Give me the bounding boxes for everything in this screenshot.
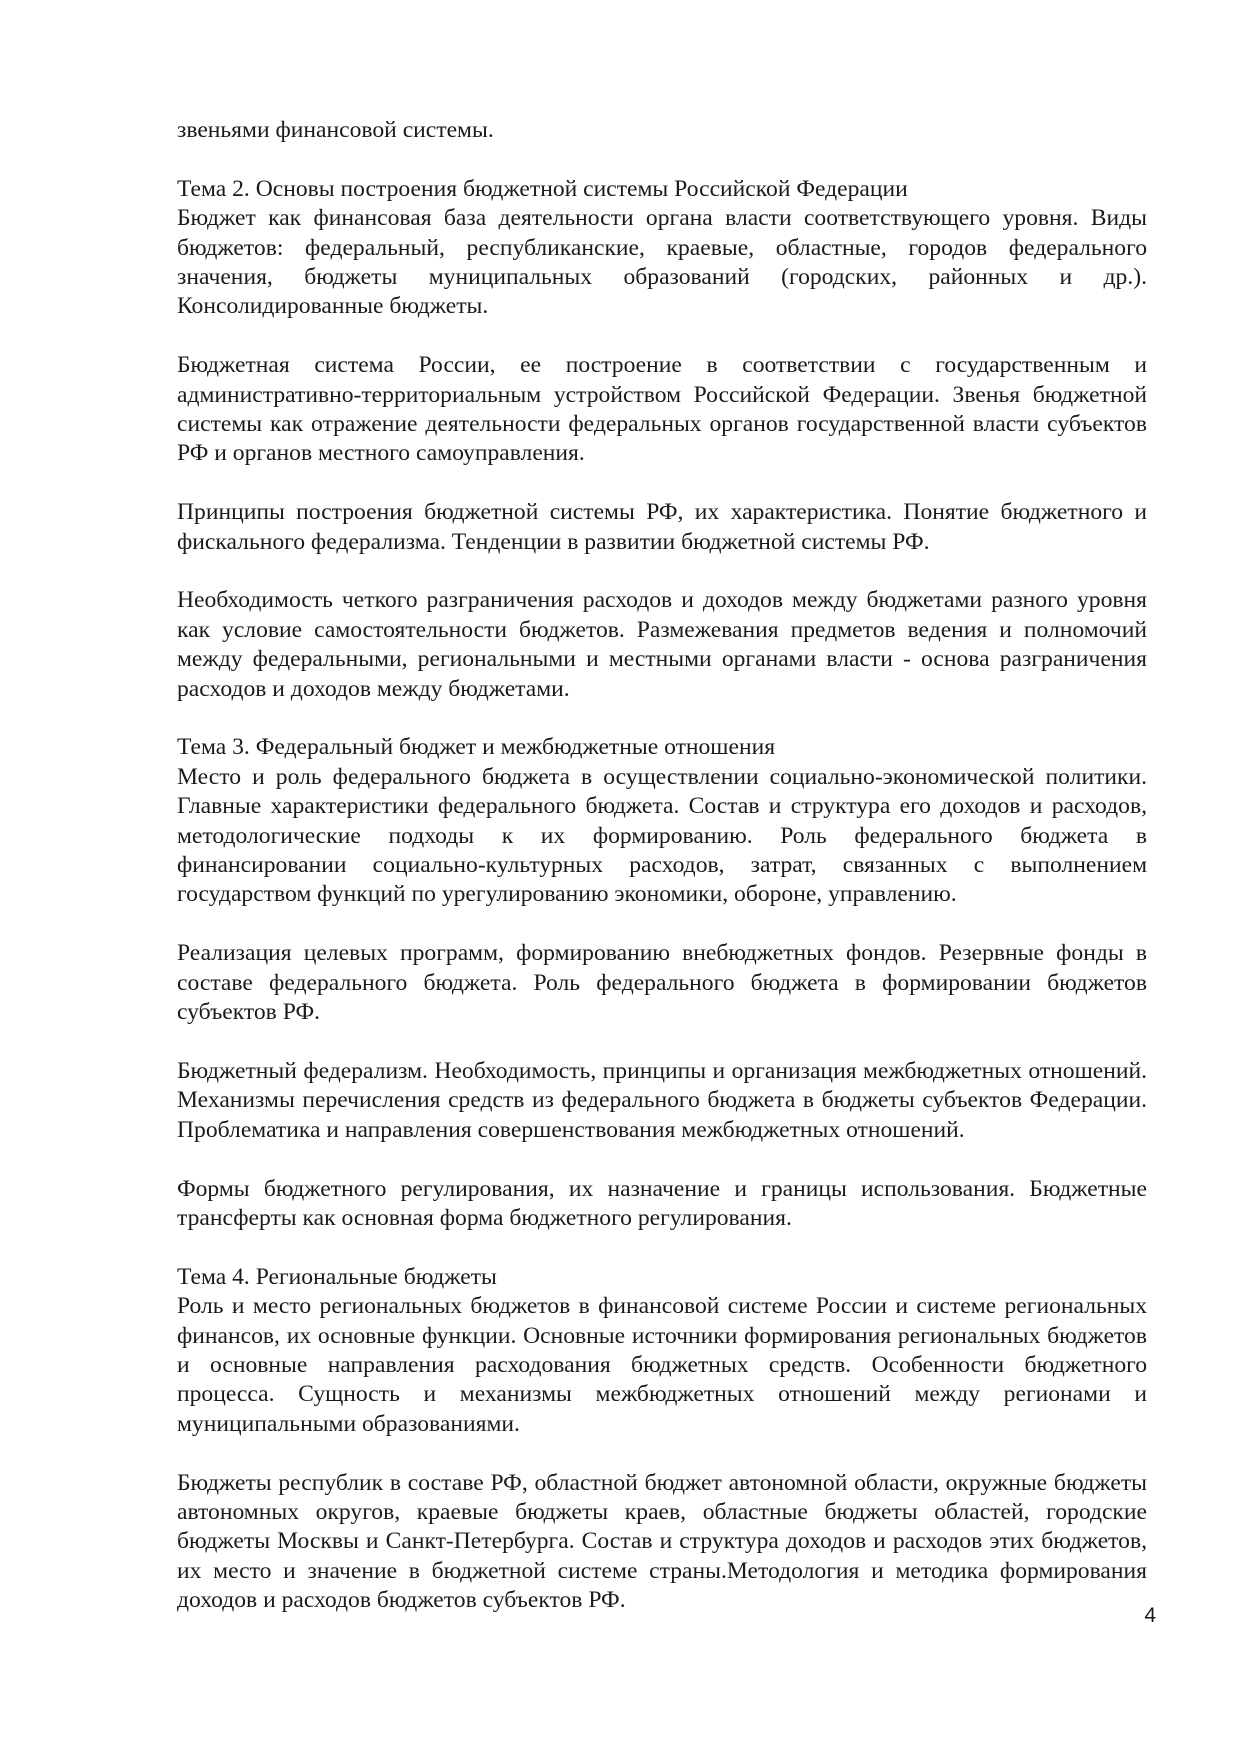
paragraph-4 — [177, 586, 1147, 704]
topic-3-title: Тема 3. Федеральный бюджет и межбюджетные отношения — [177, 734, 776, 761]
paragraph-text: Бюджетная система России, ее построение в соответствии с государственным и административно-территориальным устройством Российской Федерации. Звенья бюджетной системы как отражение деятельности федеральных органов государственной власти субъектов РФ и органов местного самоуправления. — [177, 352, 1147, 467]
paragraph-text: Реализация целевых программ, формированию внебюджетных фондов. Резервные фонды в составе федерального бюджета. Роль федерального бюджета в формировании бюджетов субъектов РФ. — [177, 940, 1147, 1026]
paragraph-text: Роль и место региональных бюджетов в финансовой системе России и системе региональных финансов, их основные функции. Основные источники формирования региональных бюджетов и основные направления расходования бюджетных средств. Особенности бюджетного процесса. Сущность и механизмы межбюджетных отношений между регионами и муниципальными образованиями. — [177, 1293, 1147, 1437]
paragraph-text: Формы бюджетного регулирования, их назначение и границы использования. Бюджетные трансферты как основная форма бюджетного регулирования. — [177, 1175, 1147, 1231]
paragraph-text: звеньями финансовой системы. — [177, 117, 494, 143]
page-number: 4 — [1144, 1604, 1156, 1627]
paragraph-text: Принципы построения бюджетной системы РФ, их характеристика. Понятие бюджетного и фискального федерализма. Тенденции в развитии бюджетной системы РФ. — [177, 499, 1147, 555]
document-body — [177, 116, 1147, 1645]
paragraph-text: Место и роль федерального бюджета в осуществлении социально-экономической политики. Главные характеристики федерального бюджета. Состав и структура его доходов и расходов, методологические подходы к их формированию. Роль федерального бюджета в финансировании социально-культурных расходов, затрат, связанных с выполнением государством функций по урегулированию экономики, обороне, управлению. — [177, 763, 1147, 908]
paragraph-10 — [177, 1469, 1147, 1616]
topic-4-section — [177, 1263, 1147, 1439]
paragraph-0 — [177, 116, 1147, 145]
topic-3-section — [177, 733, 1147, 909]
paragraph-text: Бюджет как финансовая база деятельности органа власти соответствующего уровня. Виды бюджетов: федеральный, республиканские, краевые, областные, городов федерального значения, бюджеты муниципальных образований (городских, районных и др.). Консолидированные бюджеты. — [177, 205, 1147, 320]
paragraph-text: Бюджетный федерализм. Необходимость, принципы и организация межбюджетных отношений. Механизмы перечисления средств из федерального бюджета в бюджеты субъектов Федерации. Проблематика и направления совершенствования межбюджетных отношений. — [177, 1057, 1147, 1143]
paragraph-3 — [177, 498, 1147, 557]
paragraph-7 — [177, 1057, 1147, 1145]
paragraph-text: Необходимость четкого разграничения расходов и доходов между бюджетами разного уровня как условие самостоятельности бюджетов. Размежевания предметов ведения и полномочий между федеральными, региональными и местными органами власти - основа разграничения расходов и доходов между бюджетами. — [177, 587, 1147, 702]
paragraph-6 — [177, 939, 1147, 1027]
topic-2-section — [177, 175, 1147, 322]
paragraph-text: Бюджеты республик в составе РФ, областной бюджет автономной области, окружные бюджеты автономных округов, краевые бюджеты краев, областные бюджеты областей, городские бюджеты Москвы и Санкт-Петербурга. Состав и структура доходов и расходов этих бюджетов, их место и значение в бюджетной системе страны.Методология и методика формирования доходов и расходов бюджетов субъектов РФ. — [177, 1469, 1147, 1614]
topic-2-title: Тема 2. Основы построения бюджетной системы Российской Федерации — [177, 175, 908, 202]
paragraph-2 — [177, 351, 1147, 469]
paragraph-8 — [177, 1175, 1147, 1234]
topic-4-title: Тема 4. Региональные бюджеты — [177, 1263, 497, 1290]
